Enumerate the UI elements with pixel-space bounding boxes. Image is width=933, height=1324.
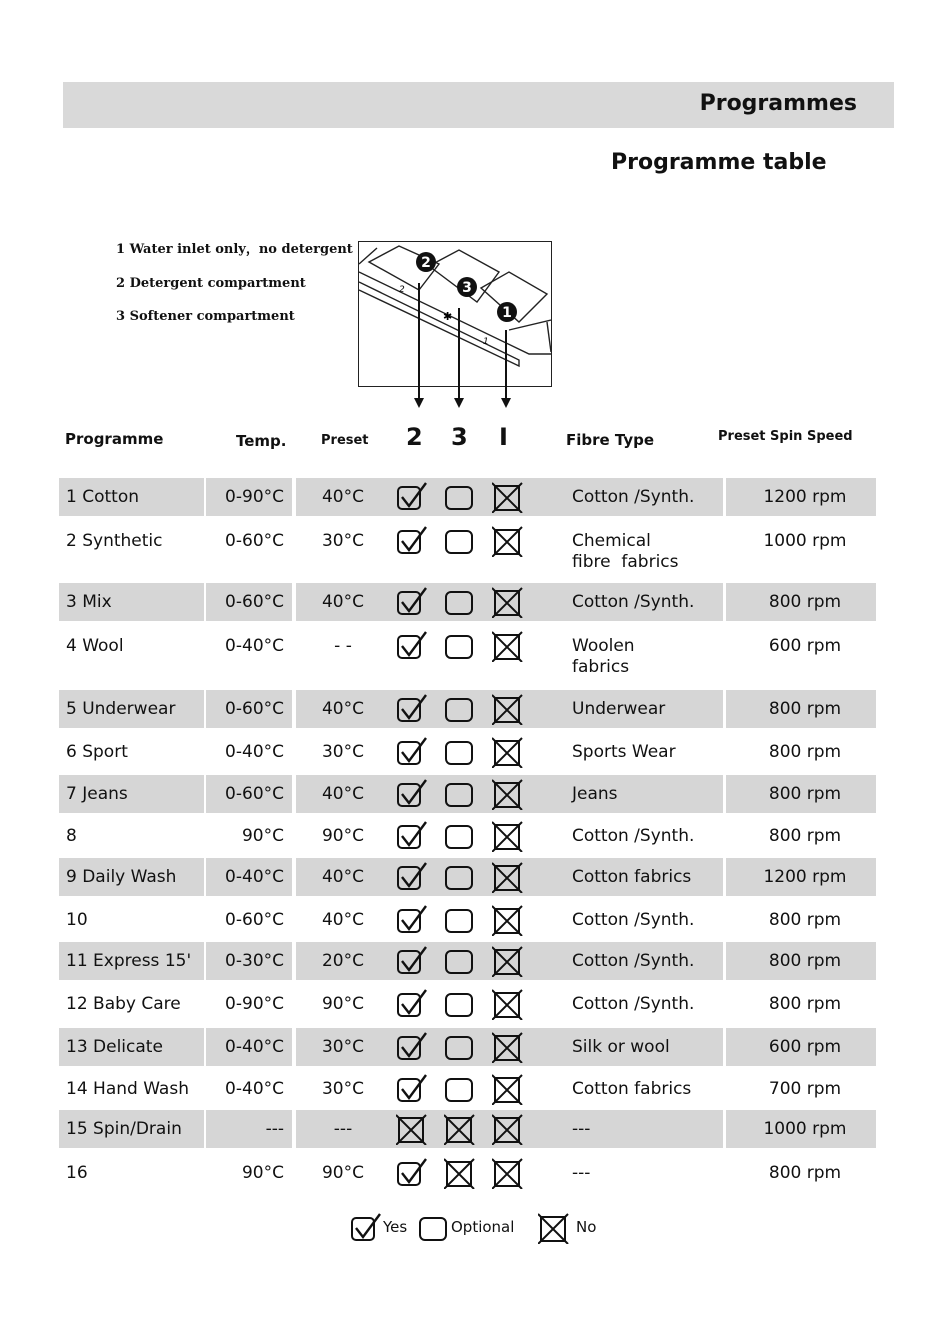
cell-spin-speed: 800 rpm (768, 742, 842, 762)
cell-preset: 40°C (321, 910, 364, 930)
cell-spin-speed: 800 rpm (768, 826, 842, 846)
checkbox-cross-icon (444, 1113, 476, 1145)
checkbox-check-icon (396, 525, 428, 557)
cell-preset: --- (333, 1119, 353, 1139)
checkbox-cross-icon (492, 736, 524, 768)
cell-temp: 90°C (241, 826, 284, 846)
cell-spin-speed: 700 rpm (768, 1079, 842, 1099)
compartment-3-number: 3 (462, 280, 472, 296)
col-compartment-3: 3 (451, 423, 468, 451)
col-spin-speed: Preset Spin Speed (718, 429, 853, 444)
legend-yes-label: Yes (383, 1218, 408, 1236)
cell-temp: 0-40°C (225, 1079, 284, 1099)
cell-preset: 90°C (321, 994, 364, 1014)
checkbox-cross-icon (492, 1073, 524, 1105)
cell-spin-speed: 800 rpm (768, 699, 842, 719)
cell-temp: 0-60°C (225, 592, 284, 612)
compartment-2-number: 2 (421, 255, 431, 271)
cell-programme: 15 Spin/Drain (66, 1119, 182, 1139)
checkbox-cross-icon (492, 861, 524, 893)
col-fibre-type: Fibre Type (566, 431, 655, 449)
checkbox-cross-icon (444, 1157, 476, 1189)
checkbox-cross-icon (492, 1157, 524, 1189)
snowflake-icon: ✱ (443, 310, 453, 323)
cell-programme: 9 Daily Wash (66, 867, 177, 887)
cell-spin-speed: 800 rpm (768, 1163, 842, 1183)
cell-temp: 0-60°C (225, 784, 284, 804)
cell-programme: 14 Hand Wash (66, 1079, 189, 1099)
cell-spin-speed: 600 rpm (768, 636, 842, 656)
cell-programme: 10 (66, 910, 88, 930)
checkbox-empty-icon (444, 861, 476, 893)
cell-spin-speed: 1000 rpm (763, 1119, 847, 1139)
legend-no-label: No (576, 1218, 597, 1236)
cell-temp: --- (265, 1119, 284, 1139)
cell-temp: 0-60°C (225, 531, 284, 551)
cell-fibre-type: Jeans (572, 784, 618, 804)
cell-preset: - - (334, 636, 352, 656)
checkbox-check-icon (396, 1157, 428, 1189)
cell-spin-speed: 800 rpm (768, 784, 842, 804)
cell-temp: 0-30°C (225, 951, 284, 971)
checkbox-empty-icon (444, 945, 476, 977)
table-title: Programme table (611, 150, 827, 175)
checkbox-check-icon (396, 778, 428, 810)
arrow-2-line (418, 283, 420, 399)
checkbox-empty-icon (444, 988, 476, 1020)
arrow-1-head (501, 398, 511, 408)
checkbox-cross-icon (492, 1113, 524, 1145)
checkbox-check-icon (396, 481, 428, 513)
cell-fibre-type: --- (572, 1119, 591, 1139)
checkbox-cross-icon (492, 630, 524, 662)
cell-fibre-type: Cotton fabrics (572, 1079, 692, 1099)
cell-fibre-type: Chemical fibre fabrics (572, 531, 679, 572)
cell-spin-speed: 600 rpm (768, 1037, 842, 1057)
drawer-illustration (359, 242, 551, 386)
cell-temp: 0-60°C (225, 910, 284, 930)
col-compartment-2: 2 (406, 423, 423, 451)
col-preset: Preset (321, 433, 369, 448)
col-programme: Programme (65, 430, 164, 448)
cell-programme: 8 (66, 826, 77, 846)
page-title: Programmes (699, 91, 857, 116)
cell-programme: 12 Baby Care (66, 994, 181, 1014)
cell-fibre-type: Cotton /Synth. (572, 487, 695, 507)
cell-preset: 40°C (321, 487, 364, 507)
checkbox-empty-icon (444, 904, 476, 936)
legend-detergent: 2 Detergent compartment (116, 276, 306, 291)
checkbox-cross-icon (492, 693, 524, 725)
cell-programme: 7 Jeans (66, 784, 128, 804)
cell-preset: 40°C (321, 867, 364, 887)
checkbox-cross-icon (492, 820, 524, 852)
cell-preset: 40°C (321, 699, 364, 719)
cell-fibre-type: Cotton /Synth. (572, 592, 695, 612)
checkbox-empty-icon (444, 820, 476, 852)
cell-temp: 0-60°C (225, 699, 284, 719)
checkbox-check-icon (396, 693, 428, 725)
legend-checkbox-empty-icon (418, 1212, 450, 1244)
cell-temp: 90°C (241, 1163, 284, 1183)
checkbox-empty-icon (444, 481, 476, 513)
cell-preset: 30°C (321, 1079, 364, 1099)
cell-fibre-type: Cotton /Synth. (572, 826, 695, 846)
col-temp: Temp. (236, 432, 287, 450)
arrow-1-line (505, 330, 507, 399)
cell-spin-speed: 1200 rpm (763, 487, 847, 507)
legend-checkbox-check-icon (350, 1212, 382, 1244)
checkbox-check-icon (396, 736, 428, 768)
cell-programme: 13 Delicate (66, 1037, 163, 1057)
cell-preset: 40°C (321, 592, 364, 612)
cell-preset: 90°C (321, 826, 364, 846)
cell-fibre-type: Woolen fabrics (572, 636, 635, 677)
checkbox-check-icon (396, 861, 428, 893)
checkbox-cross-icon (492, 778, 524, 810)
checkbox-check-icon (396, 1073, 428, 1105)
cell-fibre-type: --- (572, 1163, 591, 1183)
cell-spin-speed: 1200 rpm (763, 867, 847, 887)
legend-optional-label: Optional (451, 1218, 515, 1236)
cell-preset: 90°C (321, 1163, 364, 1183)
cell-fibre-type: Cotton /Synth. (572, 951, 695, 971)
cell-preset: 30°C (321, 1037, 364, 1057)
checkbox-check-icon (396, 630, 428, 662)
cell-preset: 30°C (321, 531, 364, 551)
checkbox-empty-icon (444, 1031, 476, 1063)
cell-temp: 0-90°C (225, 994, 284, 1014)
cell-temp: 0-40°C (225, 636, 284, 656)
col-compartment-1: I (499, 423, 508, 451)
cell-preset: 20°C (321, 951, 364, 971)
checkbox-empty-icon (444, 525, 476, 557)
checkbox-check-icon (396, 820, 428, 852)
cell-programme: 1 Cotton (66, 487, 139, 507)
cell-spin-speed: 800 rpm (768, 994, 842, 1014)
cell-temp: 0-40°C (225, 867, 284, 887)
cell-spin-speed: 800 rpm (768, 951, 842, 971)
cell-programme: 2 Synthetic (66, 531, 163, 551)
checkbox-check-icon (396, 904, 428, 936)
checkbox-empty-icon (444, 693, 476, 725)
cell-spin-speed: 800 rpm (768, 592, 842, 612)
checkbox-check-icon (396, 988, 428, 1020)
detergent-drawer-diagram (358, 241, 552, 387)
cell-temp: 0-40°C (225, 742, 284, 762)
checkbox-empty-icon (444, 586, 476, 618)
cell-preset: 40°C (321, 784, 364, 804)
arrow-3-head (454, 398, 464, 408)
checkbox-cross-icon (396, 1113, 428, 1145)
checkbox-empty-icon (444, 630, 476, 662)
cell-programme: 11 Express 15' (66, 951, 192, 971)
checkbox-empty-icon (444, 1073, 476, 1105)
cell-fibre-type: Sports Wear (572, 742, 676, 762)
checkbox-check-icon (396, 586, 428, 618)
cell-programme: 16 (66, 1163, 88, 1183)
cell-preset: 30°C (321, 742, 364, 762)
cell-programme: 4 Wool (66, 636, 124, 656)
cell-fibre-type: Silk or wool (572, 1037, 670, 1057)
cell-spin-speed: 800 rpm (768, 910, 842, 930)
drawer-label-2: 2 (399, 285, 405, 295)
cell-fibre-type: Cotton /Synth. (572, 994, 695, 1014)
cell-programme: 3 Mix (66, 592, 112, 612)
legend-checkbox-cross-icon (538, 1212, 570, 1244)
cell-spin-speed: 1000 rpm (763, 531, 847, 551)
cell-temp: 0-90°C (225, 487, 284, 507)
checkbox-empty-icon (444, 778, 476, 810)
checkbox-cross-icon (492, 945, 524, 977)
checkbox-cross-icon (492, 586, 524, 618)
checkbox-cross-icon (492, 525, 524, 557)
cell-fibre-type: Cotton fabrics (572, 867, 692, 887)
cell-fibre-type: Underwear (572, 699, 666, 719)
cell-temp: 0-40°C (225, 1037, 284, 1057)
legend-softener: 3 Softener compartment (116, 309, 295, 324)
checkbox-check-icon (396, 1031, 428, 1063)
checkbox-cross-icon (492, 904, 524, 936)
arrow-2-head (414, 398, 424, 408)
drawer-label-1: 1 (483, 337, 489, 347)
checkbox-cross-icon (492, 988, 524, 1020)
legend-water-inlet: 1 Water inlet only，no detergent (116, 242, 353, 257)
checkbox-cross-icon (492, 1031, 524, 1063)
checkbox-empty-icon (444, 736, 476, 768)
header-bar (63, 82, 894, 128)
checkbox-cross-icon (492, 481, 524, 513)
checkbox-check-icon (396, 945, 428, 977)
cell-fibre-type: Cotton /Synth. (572, 910, 695, 930)
compartment-1-number: 1 (502, 305, 512, 321)
cell-programme: 5 Underwear (66, 699, 176, 719)
cell-programme: 6 Sport (66, 742, 128, 762)
arrow-3-line (458, 308, 460, 399)
